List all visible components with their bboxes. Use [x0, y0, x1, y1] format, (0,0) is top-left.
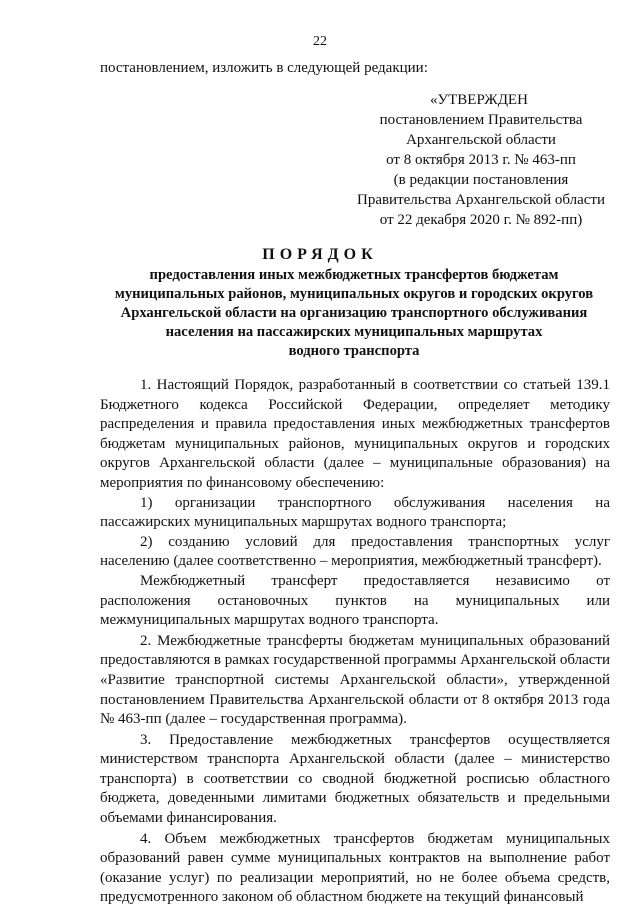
- approval-line: «УТВЕРЖДЕН: [430, 92, 528, 108]
- intro-line: постановлением, изложить в следующей редакции:: [100, 60, 428, 76]
- document-title: ПОРЯДОК: [262, 246, 378, 263]
- subtitle-line: предоставления иных межбюджетных трансфертов бюджетам: [149, 267, 559, 283]
- subtitle-line: водного транспорта: [288, 343, 420, 359]
- approval-line: постановлением Правительства: [379, 112, 583, 128]
- paragraph: 3. Предоставление межбюджетных трансфертов осуществляется министерством транспорта Архангельской области (далее – министерство транспорта) в соответствии со сводной бюджетной росписью областного бюджета, доведенными лимитами бюджетных обязательств и предельными объемами финансирования.: [100, 731, 610, 827]
- approval-line: Архангельской области: [406, 132, 556, 148]
- document-subtitle: [98, 266, 610, 361]
- document-body: [100, 376, 610, 908]
- subtitle-line: населения на пассажирских муниципальных маршрутах: [165, 324, 543, 340]
- approval-line: (в редакции постановления: [393, 172, 569, 188]
- approval-line: от 8 октября 2013 г. № 463-пп: [386, 152, 576, 168]
- page-number: 22: [313, 34, 327, 49]
- subtitle-line: Архангельской области на организацию транспортного обслуживания: [120, 305, 588, 321]
- paragraph: 2. Межбюджетные трансферты бюджетам муниципальных образований предоставляются в рамках государственной программы Архангельской области «Развитие транспортной системы Архангельской области», утвержденной постановлением Правительства Архангельской области от 8 октября 2013 года № 463-пп (далее – государственная программа).: [100, 632, 610, 728]
- paragraph: 4. Объем межбюджетных трансфертов бюджетам муниципальных образований равен сумме муниципальных контрактов на выполнение работ (оказание услуг) по реализации мероприятий, но не более объема средств, предусмотренного законом об областном бюджете на текущий финансовый: [100, 830, 610, 906]
- approval-line: от 22 декабря 2020 г. № 892-пп): [379, 212, 583, 228]
- paragraph: Межбюджетный трансферт предоставляется независимо от расположения остановочных пунктов на муниципальных или межмуниципальных маршрутах водного транспорта.: [100, 572, 610, 629]
- paragraph: 1. Настоящий Порядок, разработанный в соответствии со статьей 139.1 Бюджетного кодекса Российской Федерации, определяет методику распределения и правила предоставления иных межбюджетных трансфертов бюджетам муниципальных районов, муниципальных округов и городских округов Архангельской области (далее – муниципальные образования) на мероприятия по финансовому обеспечению:: [100, 377, 610, 491]
- subtitle-line: муниципальных районов, муниципальных округов и городских округов: [114, 286, 594, 302]
- approval-stamp-block: [352, 90, 610, 230]
- paragraph: 1) организации транспортного обслуживания населения на пассажирских муниципальных маршрутах водного транспорта;: [100, 494, 610, 531]
- paragraph: 2) созданию условий для предоставления транспортных услуг населению (далее соответственно – мероприятия, межбюджетный трансферт).: [100, 533, 610, 570]
- approval-line: Правительства Архангельской области: [356, 192, 605, 208]
